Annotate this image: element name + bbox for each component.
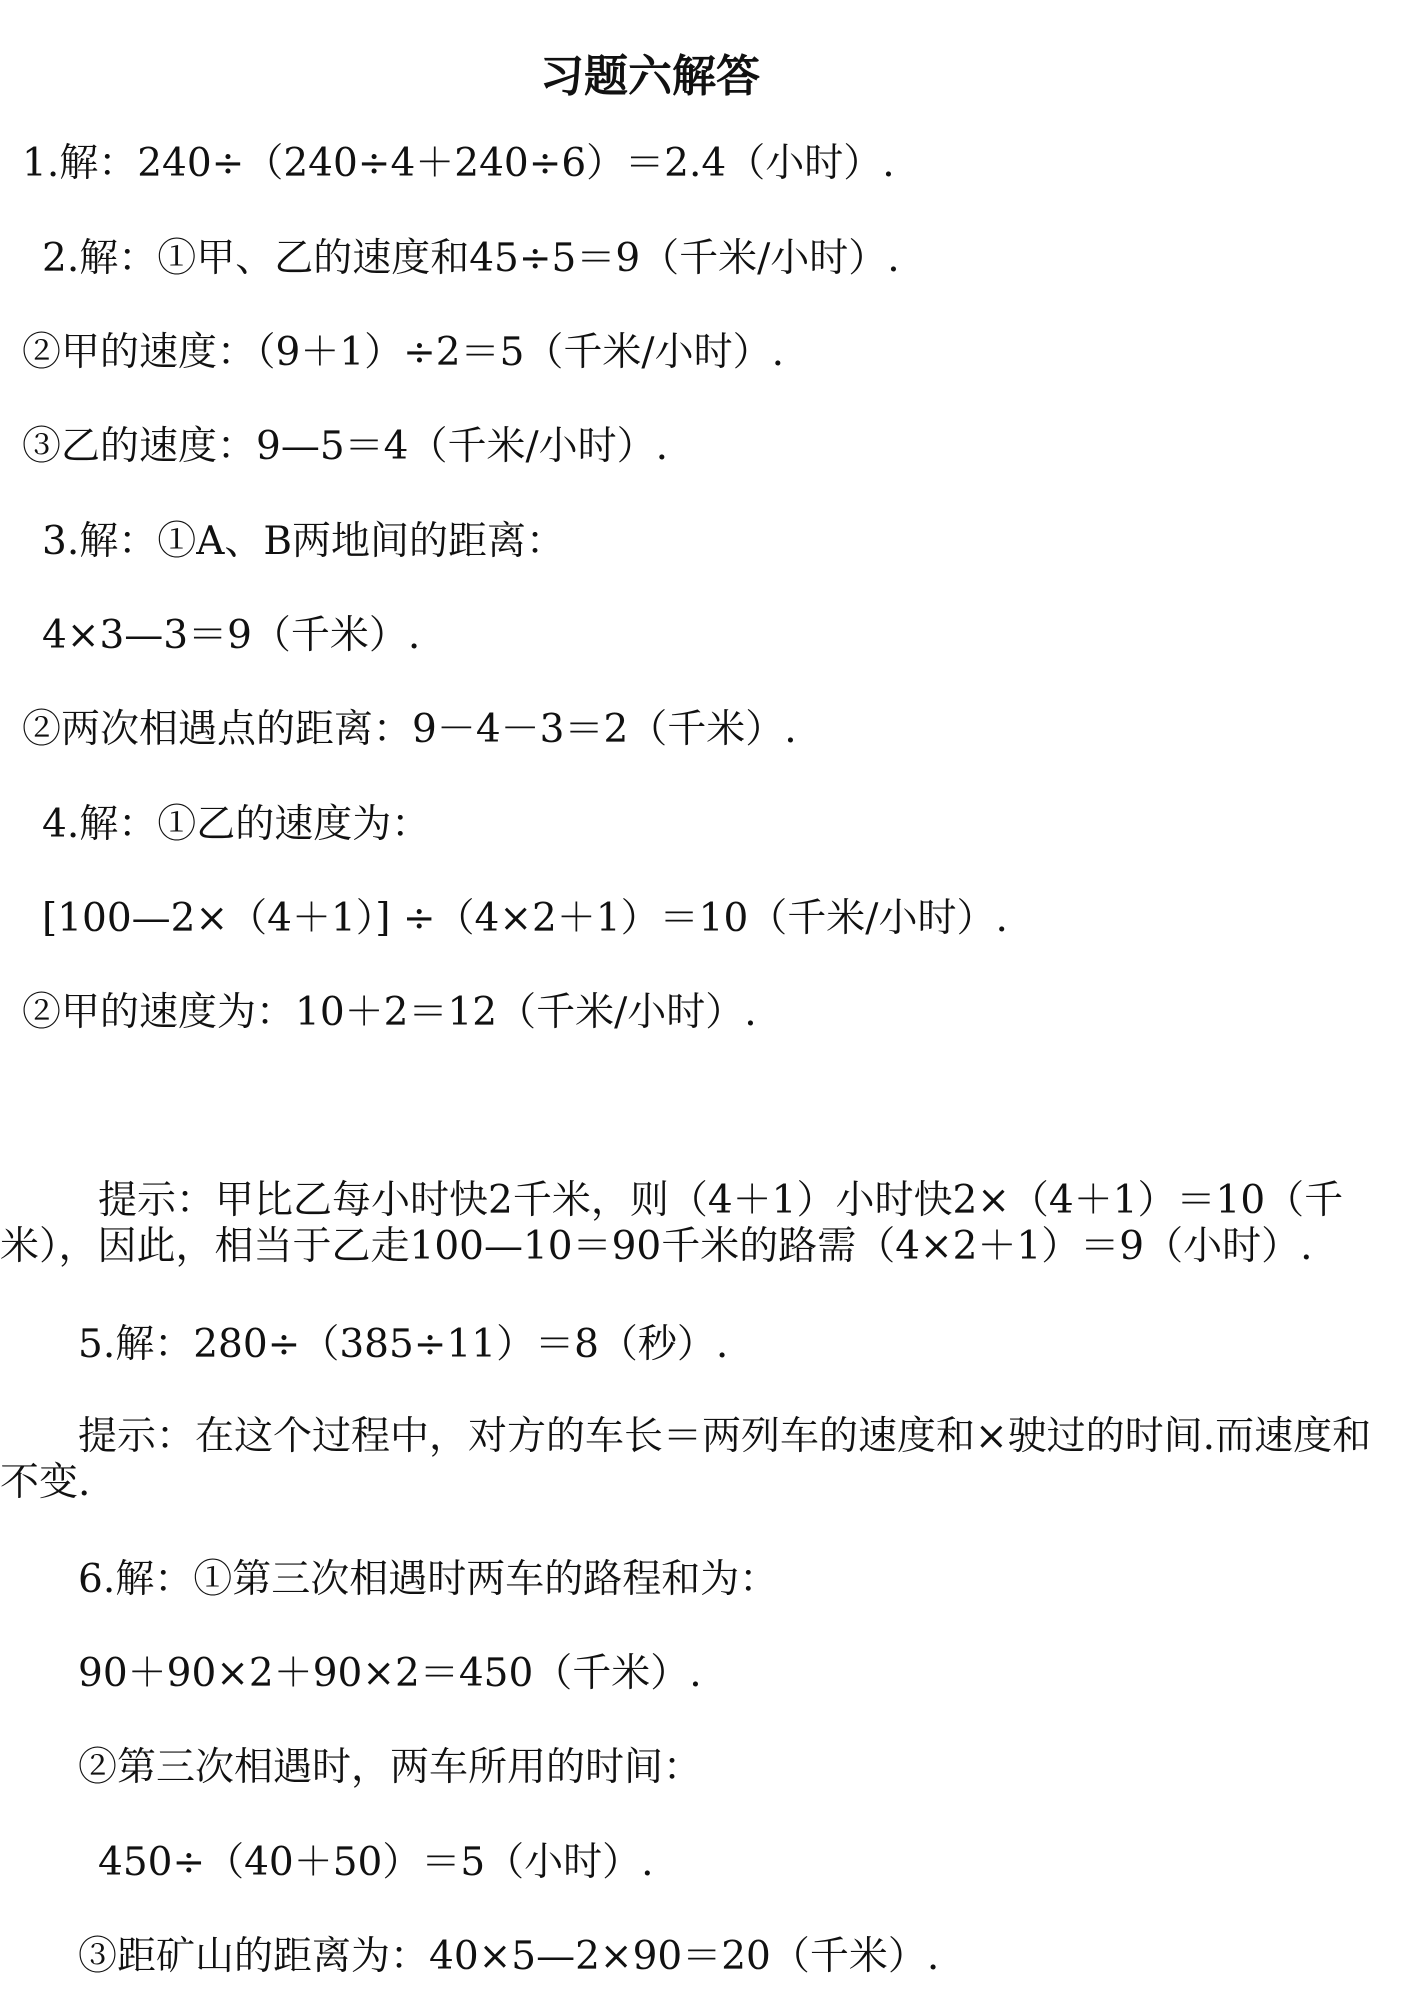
answer-2-step-2: ②甲的速度：（9＋1）÷2＝5（千米/小时）.	[22, 330, 784, 375]
hint-5: 提示：在这个过程中，对方的车长＝两列车的速度和×驶过的时间.而速度和不变.	[0, 1414, 1372, 1505]
answer-3-step-1: 3.解：①A、B两地间的距离：	[42, 519, 566, 564]
answer-5: 5.解：280÷（385÷11）＝8（秒）.	[78, 1322, 729, 1367]
answer-6-step-3: ③距矿山的距离为：40×5—2×90＝20（千米）.	[78, 1934, 940, 1979]
answer-6-formula-1: 90＋90×2＋90×2＝450（千米）.	[78, 1651, 702, 1696]
answer-2-step-1: 2.解：①甲、乙的速度和45÷5＝9（千米/小时）.	[42, 236, 900, 281]
answer-6-formula-2: 450÷（40＋50）＝5（小时）.	[98, 1840, 654, 1885]
hint-4: 提示：甲比乙每小时快2千米，则（4＋1）小时快2×（4＋1）＝10（千米），因此，相当于乙走100—10＝90千米的路需（4×2＋1）＝9（小时）.	[0, 1178, 1344, 1269]
answer-3-step-2: ②两次相遇点的距离：9－4－3＝2（千米）.	[22, 707, 797, 752]
answer-3-formula: 4×3—3＝9（千米）.	[42, 613, 421, 658]
document-title: 习题六解答	[540, 51, 760, 102]
answer-2-step-3: ③乙的速度：9—5＝4（千米/小时）.	[22, 424, 668, 469]
answer-1: 1.解：240÷（240÷4＋240÷6）＝2.4（小时）.	[22, 141, 895, 186]
answer-4-step-1: 4.解：①乙的速度为：	[42, 802, 431, 847]
answer-4-formula: [100—2×（4＋1）] ÷（4×2＋1）＝10（千米/小时）.	[42, 896, 1008, 941]
answer-6-step-1: 6.解：①第三次相遇时两车的路程和为：	[78, 1557, 779, 1602]
answer-4-step-2: ②甲的速度为：10＋2＝12（千米/小时）.	[22, 990, 757, 1035]
answer-6-step-2: ②第三次相遇时，两车所用的时间：	[78, 1745, 703, 1790]
